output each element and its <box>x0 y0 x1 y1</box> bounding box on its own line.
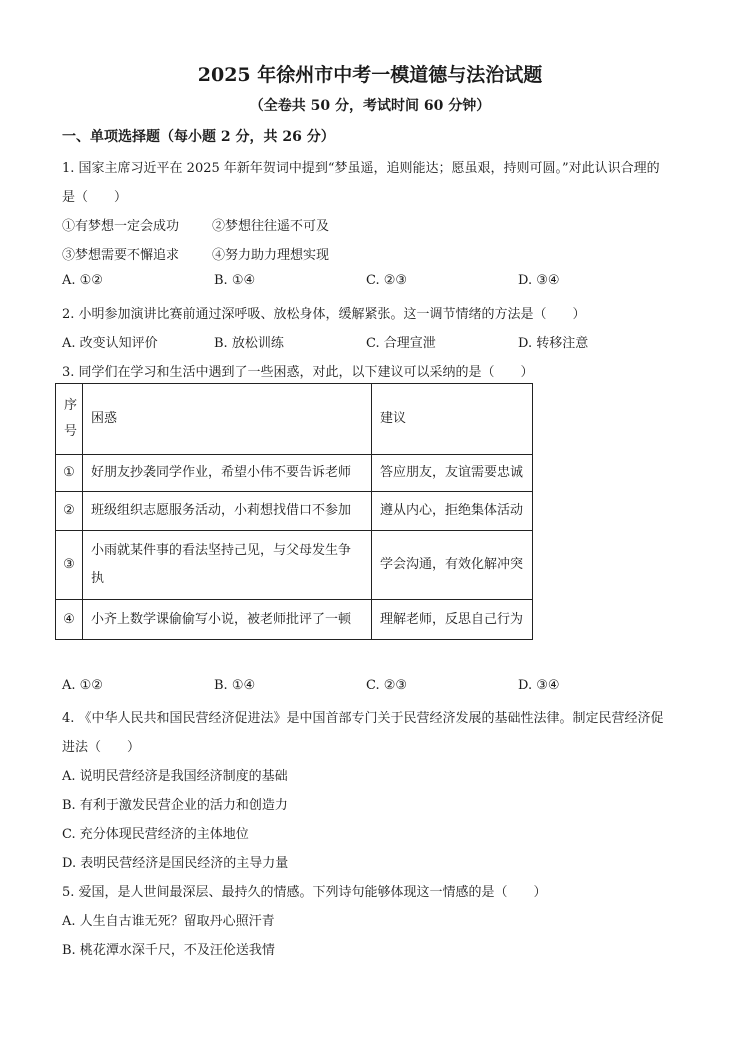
q1-item-3: ③梦想需要不懈追求 <box>62 248 180 263</box>
row-number: ① <box>56 455 83 492</box>
q4-option-b[interactable]: B. 有利于激发民营企业的活力和创造力 <box>62 798 288 813</box>
question-3-stem: 3. 同学们在学习和生活中遇到了一些困惑，对此，以下建议可以采纳的是（ ） <box>62 365 534 380</box>
q1-option-d[interactable]: D. ③④ <box>518 273 560 288</box>
q5-option-b[interactable]: B. 桃花潭水深千尺，不及汪伦送我情 <box>62 943 275 958</box>
row-problem: 小齐上数学课偷偷写小说，被老师批评了一顿 <box>83 600 372 640</box>
q3-option-b[interactable]: B. ①④ <box>214 678 256 693</box>
question-1-stem-cont: 是（ ） <box>62 190 128 205</box>
table-header-row <box>56 384 533 455</box>
q4-option-d[interactable]: D. 表明民营经济是国民经济的主导力量 <box>62 856 289 871</box>
row-advice: 遵从内心，拒绝集体活动 <box>372 492 533 531</box>
row-advice: 学会沟通，有效化解冲突 <box>372 531 533 600</box>
row-advice: 答应朋友，友谊需要忠诚 <box>372 455 533 492</box>
row-problem: 班级组织志愿服务活动，小莉想找借口不参加 <box>83 492 372 531</box>
q1-option-c[interactable]: C. ②③ <box>366 273 408 288</box>
q1-item-4: ④努力助力理想实现 <box>212 248 330 263</box>
table-row <box>56 531 533 600</box>
header-advice: 建议 <box>372 384 533 455</box>
header-number-line-1: 序 <box>64 398 78 413</box>
q2-option-c[interactable]: C. 合理宣泄 <box>366 336 436 351</box>
row-problem-line-2: 执 <box>91 571 105 586</box>
table-row <box>56 455 533 492</box>
q1-item-2: ②梦想往往遥不可及 <box>212 219 330 234</box>
q2-option-d[interactable]: D. 转移注意 <box>518 336 589 351</box>
row-problem: 好朋友抄袭同学作业，希望小伟不要告诉老师 <box>83 455 372 492</box>
question-2-stem: 2. 小明参加演讲比赛前通过深呼吸、放松身体，缓解紧张。这一调节情绪的方法是（ ） <box>62 307 586 322</box>
row-advice: 理解老师，反思自己行为 <box>372 600 533 640</box>
q1-item-1: ①有梦想一定会成功 <box>62 219 180 234</box>
question-4-stem-cont: 进法（ ） <box>62 740 141 755</box>
question-1-stem: 1. 国家主席习近平在 2025 年新年贺词中提到“梦虽遥，追则能达；愿虽艰，持则可圆。”对此认识合理的 <box>62 161 660 176</box>
q3-option-a[interactable]: A. ①② <box>62 678 103 693</box>
section-heading: 一、单项选择题（每小题 2 分，共 26 分） <box>62 129 335 145</box>
table-row <box>56 492 533 531</box>
q2-option-a[interactable]: A. 改变认知评价 <box>62 336 158 351</box>
header-number-line-2: 号 <box>64 424 78 439</box>
row-number: ③ <box>56 531 83 600</box>
q1-option-b[interactable]: B. ①④ <box>214 273 256 288</box>
header-problem: 困惑 <box>83 384 372 455</box>
row-number: ④ <box>56 600 83 640</box>
question-4-stem: 4. 《中华人民共和国民营经济促进法》是中国首部专门关于民营经济发展的基础性法律。制定民营经济促 <box>62 711 664 726</box>
q1-option-a[interactable]: A. ①② <box>62 273 103 288</box>
row-number: ② <box>56 492 83 531</box>
row-problem <box>83 531 372 600</box>
exam-title: 2025 年徐州市中考一模道德与法治试题 <box>197 64 543 86</box>
row-problem-line-1: 小雨就某件事的看法坚持己见，与父母发生争 <box>91 543 352 558</box>
q4-option-c[interactable]: C. 充分体现民营经济的主体地位 <box>62 827 249 842</box>
header-number <box>56 384 83 455</box>
q3-option-c[interactable]: C. ②③ <box>366 678 408 693</box>
table-row <box>56 600 533 640</box>
question-5-stem: 5. 爱国，是人世间最深层、最持久的情感。下列诗句能够体现这一情感的是（ ） <box>62 885 547 900</box>
q4-option-a[interactable]: A. 说明民营经济是我国经济制度的基础 <box>62 769 288 784</box>
q2-option-b[interactable]: B. 放松训练 <box>214 336 284 351</box>
q5-option-a[interactable]: A. 人生自古谁无死？留取丹心照汗青 <box>62 914 275 929</box>
q3-option-d[interactable]: D. ③④ <box>518 678 560 693</box>
exam-subtitle: （全卷共 50 分，考试时间 60 分钟） <box>249 98 491 114</box>
q3-table <box>55 383 533 640</box>
